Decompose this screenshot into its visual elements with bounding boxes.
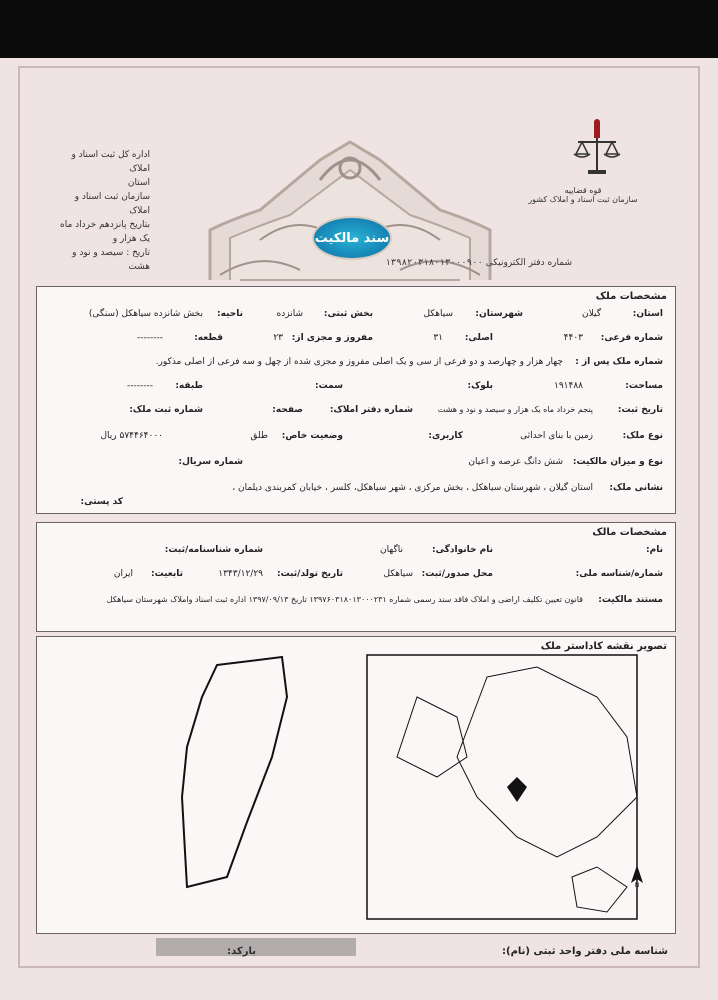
row-location xyxy=(49,309,663,325)
birthplace-label: محل صدور/ثبت: xyxy=(421,569,493,579)
area-label: مساحت: xyxy=(625,381,663,391)
separated-label: مفروز و مجزی از: xyxy=(291,333,373,343)
address-value: استان گیلان ، شهرستان سیاهکل ، بخش مرکزی ، شهر سیاهکل، کلسر ، خیابان کمربندی دیلمان ، xyxy=(232,483,593,493)
piece-label: قطعه: xyxy=(194,333,223,343)
serial-number xyxy=(272,258,572,268)
birthdate-value: ۱۳۴۳/۱۲/۲۹ xyxy=(218,569,263,579)
sub-plot-label: شماره فرعی: xyxy=(600,333,663,343)
row-type xyxy=(49,431,663,447)
postal-label: کد پستی: xyxy=(80,497,123,507)
price-value: ۵۷۴۴۶۴۰۰۰ ریال xyxy=(100,431,163,441)
ownership-value: شش دانگ عرصه و اعیان xyxy=(468,457,563,467)
id-label: شماره شناسنامه/ثبت: xyxy=(164,545,263,555)
deed-paper xyxy=(0,58,718,1000)
owner-section xyxy=(36,522,676,632)
reg-date-value: پنجم خرداد ماه یک هزار و سیصد و نود و هشت xyxy=(437,405,593,414)
side-label: سمت: xyxy=(314,381,343,391)
row-address xyxy=(49,357,663,373)
piece-value: -------- xyxy=(137,333,163,343)
book-label: شماره دفتر املاک: xyxy=(329,405,413,415)
section-value: شانزده xyxy=(276,309,303,319)
page-label: صفحه: xyxy=(272,405,303,415)
row-area xyxy=(49,381,663,397)
doc-value: قانون تعیین تکلیف اراضی و املاک فاقد سند رسمی شماره ۱۳۹۷۶۰۳۱۸۰۱۳۰۰۰۲۳۱ تاریخ ۱۳۹۷/۰۹/۱۳ اداره ثبت اسناد واملاک شهرستان سیاهکل xyxy=(106,595,583,604)
north-arrow-icon xyxy=(627,863,647,887)
sub-plot-value: ۴۴۰۳ xyxy=(563,333,583,343)
area-value: ۱۹۱۴۸۸ xyxy=(553,381,583,391)
main-plot-value: ۳۱ xyxy=(433,333,443,343)
type-label: نوع ملک: xyxy=(622,431,663,441)
family-label: نام خانوادگی: xyxy=(431,545,493,555)
reg-num-label: شماره ثبت ملک: xyxy=(129,405,203,415)
title-badge: سند مالکیت xyxy=(312,216,392,260)
row-id xyxy=(49,569,663,585)
sign-label: شناسه ملی دفتر واحد ثبتی (نام): xyxy=(502,946,668,957)
organization-name xyxy=(528,186,638,204)
ownership-label: نوع و میزان مالکیت: xyxy=(572,457,663,467)
property-title: مشخصات ملک xyxy=(595,291,667,302)
main-plot-label: اصلی: xyxy=(464,333,493,343)
status-value: طلق xyxy=(250,431,268,441)
row-doc xyxy=(49,595,663,625)
nid-label: شماره/شناسه ملی: xyxy=(575,569,663,579)
stamp-line-4: بتاریخ پانزدهم خرداد ماه یک هزار و xyxy=(60,220,150,244)
row-name xyxy=(49,545,663,561)
serial-no-label: شماره سریال: xyxy=(178,457,243,467)
separated-value: ۲۳ xyxy=(273,333,283,343)
owner-title: مشخصات مالک xyxy=(592,527,667,538)
iran-emblem-icon xyxy=(572,118,622,178)
district-label: ناحیه: xyxy=(217,309,243,319)
type-value: زمین با بنای احداثی xyxy=(520,431,593,441)
row-plot xyxy=(49,333,663,349)
footer xyxy=(36,934,676,964)
parcel-outline xyxy=(37,637,677,935)
reg-date-label: تاریخ ثبت: xyxy=(617,405,663,415)
address-label: نشانی ملک: xyxy=(609,483,663,493)
section-label: بخش ثبتی: xyxy=(323,309,373,319)
county-value: سیاهکل xyxy=(423,309,453,319)
row-registration xyxy=(49,405,663,427)
province-label: استان: xyxy=(632,309,663,319)
province-value: گیلان xyxy=(582,309,601,319)
birthplace-value: سیاهکل xyxy=(383,569,413,579)
birthdate-label: تاریخ تولد/ثبت: xyxy=(276,569,343,579)
row-ownership xyxy=(49,457,663,473)
nationality-label: تابعیت: xyxy=(150,569,183,579)
office-stamp xyxy=(60,148,150,274)
row-address2 xyxy=(49,483,663,511)
property-section xyxy=(36,286,676,514)
barcode-label: بارکد: xyxy=(227,946,256,957)
plot-after-label: شماره ملک پس از : xyxy=(575,357,663,367)
block-label: بلوک: xyxy=(467,381,493,391)
doc-label: مستند مالکیت: xyxy=(598,595,663,605)
floor-value: -------- xyxy=(127,381,153,391)
serial-label: شماره دفتر الکترونیکی xyxy=(485,258,572,268)
district-value: بخش شانزده سیاهکل (سنگی) xyxy=(88,309,203,319)
map-title: تصویر نقشه کاداستر ملک xyxy=(540,641,667,652)
cadastre-map-section xyxy=(36,636,676,934)
name-label: نام: xyxy=(646,545,663,555)
stamp-line-1: اداره کل ثبت اسناد و املاک xyxy=(71,150,150,174)
svg-text:N: N xyxy=(634,882,640,887)
serial-value: ۱۳۹۸۲۰۳۱۸۰۱۳۰۰۰۹۰۰ xyxy=(385,258,483,268)
plot-after-value: چهار هزار و چهارصد و دو فرعی از سی و یک اصلی مفروز و مجزی شده از چهل و سه فرعی از اصلی مذکور. xyxy=(155,357,563,367)
org-line-2: سازمان ثبت اسناد و املاک کشور xyxy=(528,195,638,204)
nationality-value: ایران xyxy=(113,569,133,579)
status-label: وضعیت خاص: xyxy=(281,431,343,441)
stamp-line-2: استان xyxy=(127,178,150,188)
county-label: شهرستان: xyxy=(475,309,523,319)
family-value: ناگهان xyxy=(379,545,403,555)
floor-label: طبقه: xyxy=(175,381,203,391)
stamp-line-5: تاریخ : سیصد و نود و هشت xyxy=(72,248,150,272)
org-line-1: قوه قضاییه xyxy=(564,186,602,195)
redacted-signature xyxy=(156,938,356,956)
usage-label: کاربری: xyxy=(428,431,463,441)
stamp-line-3: سازمان ثبت اسناد و املاک xyxy=(74,192,150,216)
